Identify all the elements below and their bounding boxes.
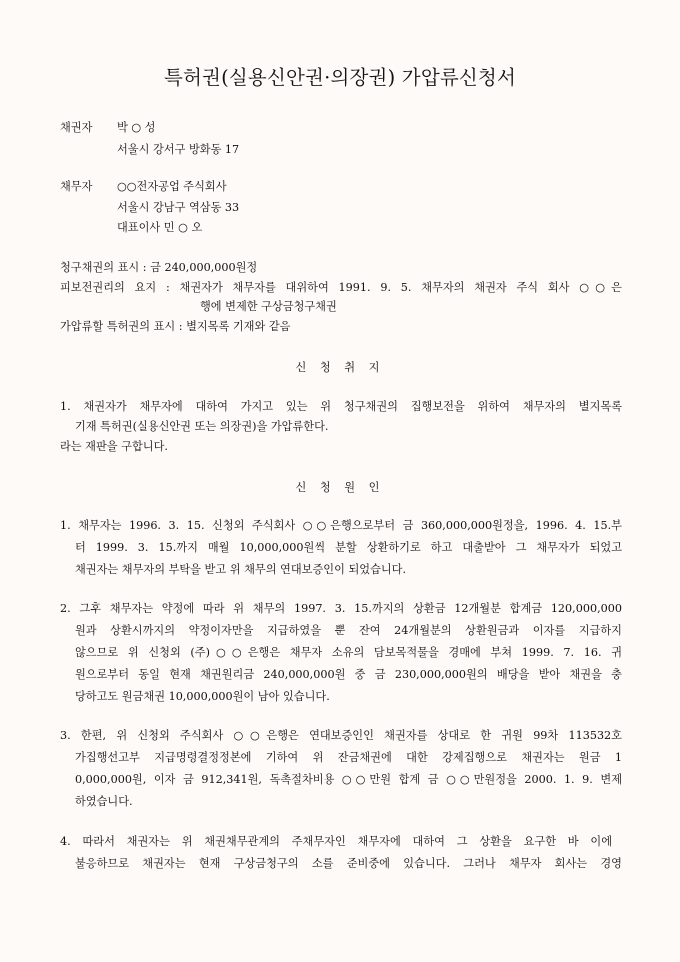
reason-3-line-1: 3. 한편, 위 신청외 주식회사 ○○은행은 연대보증인인 채권자를 상대로 한 귀원 99차 113532호 (60, 729, 622, 742)
preserved-right-line2: 행에 변제한 구상금청구채권 (200, 300, 337, 313)
reason-1-line-1: 1. 채무자는 1996. 3. 15. 신청외 주식회사 ○○은행으로부터 금 360,000,000원정을, 1996. 4. 15.부 (60, 519, 622, 532)
debtor-label: 채무자 (60, 180, 93, 193)
debtor-representative: 대표이사 민 ○ 오 (117, 221, 203, 234)
purpose-line-2: 기재 특허권(실용신안권 또는 의장권)을 가압류한다. (75, 420, 329, 433)
reason-1-line-2: 터 1999. 3. 15.까지 매월 10,000,000원씩 분할 상환하기로 하고 대출받아 그 채무자가 되었고 (75, 541, 622, 554)
reason-2-line-2: 원과 상환시까지의 약정이자만을 지급하였을 뿐 잔여 24개월분의 상환원금과 이자를 지급하지 (75, 624, 622, 637)
purpose-heading: 신 청 취 지 (295, 361, 385, 374)
reason-4-line-1: 4. 따라서 채권자는 위 채권채무관계의 주채무자인 채무자에 대하여 그 상환을 요구한 바 이에 (60, 835, 612, 848)
reason-1-line-3: 채권자는 채무자의 부탁을 받고 위 채무의 연대보증인이 되었습니다. (75, 563, 407, 576)
purpose-line-3: 라는 재판을 구합니다. (60, 440, 168, 453)
reason-3-line-4: 하였습니다. (75, 795, 133, 808)
creditor-address: 서울시 강서구 방화동 17 (117, 143, 240, 156)
purpose-line-1: 1. 채권자가 채무자에 대하여 가지고 있는 위 청구채권의 집행보전을 위하여 채무자의 별지목록 (60, 400, 622, 413)
creditor-name: 박 ○ 성 (117, 121, 156, 134)
reason-3-line-2: 가집행선고부 지급명령결정정본에 기하여 위 잔금채권에 대한 강제집행으로 채권자는 원금 1 (75, 751, 622, 764)
reason-2-line-1: 2. 그후 채무자는 약정에 따라 위 채무의 1997. 3. 15.까지의 상환금 12개월분 합계금 120,000,000 (60, 602, 622, 615)
debtor-name: ○○전자공업 주식회사 (117, 180, 227, 193)
creditor-label: 채권자 (60, 121, 93, 134)
reason-2-line-5: 당하고도 원금채권 10,000,000원이 남아 있습니다. (75, 690, 330, 703)
claim-amount: 청구채권의 표시 : 금 240,000,000원정 (60, 261, 258, 274)
document-title: 특허권(실용신안권·의장권) 가압류신청서 (163, 66, 517, 89)
reason-2-line-4: 원으로부터 동일 현재 채권원리금 240,000,000원 중 금 230,000,000원의 배당을 받아 채권을 충 (75, 668, 622, 681)
reason-3-line-3: 0,000,000원, 이자 금 912,341원, 독촉절차비용 ○○만원 합계 금 ○○만원정을 2000. 1. 9. 변제 (75, 773, 622, 786)
debtor-address: 서울시 강남구 역삼동 33 (117, 201, 240, 214)
patent-description: 가압류할 특허권의 표시 : 별지목록 기재와 같음 (60, 320, 291, 333)
reasons-heading: 신 청 원 인 (295, 481, 385, 494)
reason-2-line-3: 않으므로 위 신청외 (주)○○은행은 채무자 소유의 담보목적물을 경매에 부쳐 1999. 7. 16. 귀 (75, 646, 622, 659)
reason-4-line-2: 불응하므로 채권자는 현재 구상금청구의 소를 준비중에 있습니다. 그러나 채무자 회사는 경영 (75, 857, 622, 870)
preserved-right-line1: 피보전권리의 요지 : 채권자가 채무자를 대위하여 1991. 9. 5. 채무자의 채권자 주식 회사 ○○은 (60, 281, 622, 294)
